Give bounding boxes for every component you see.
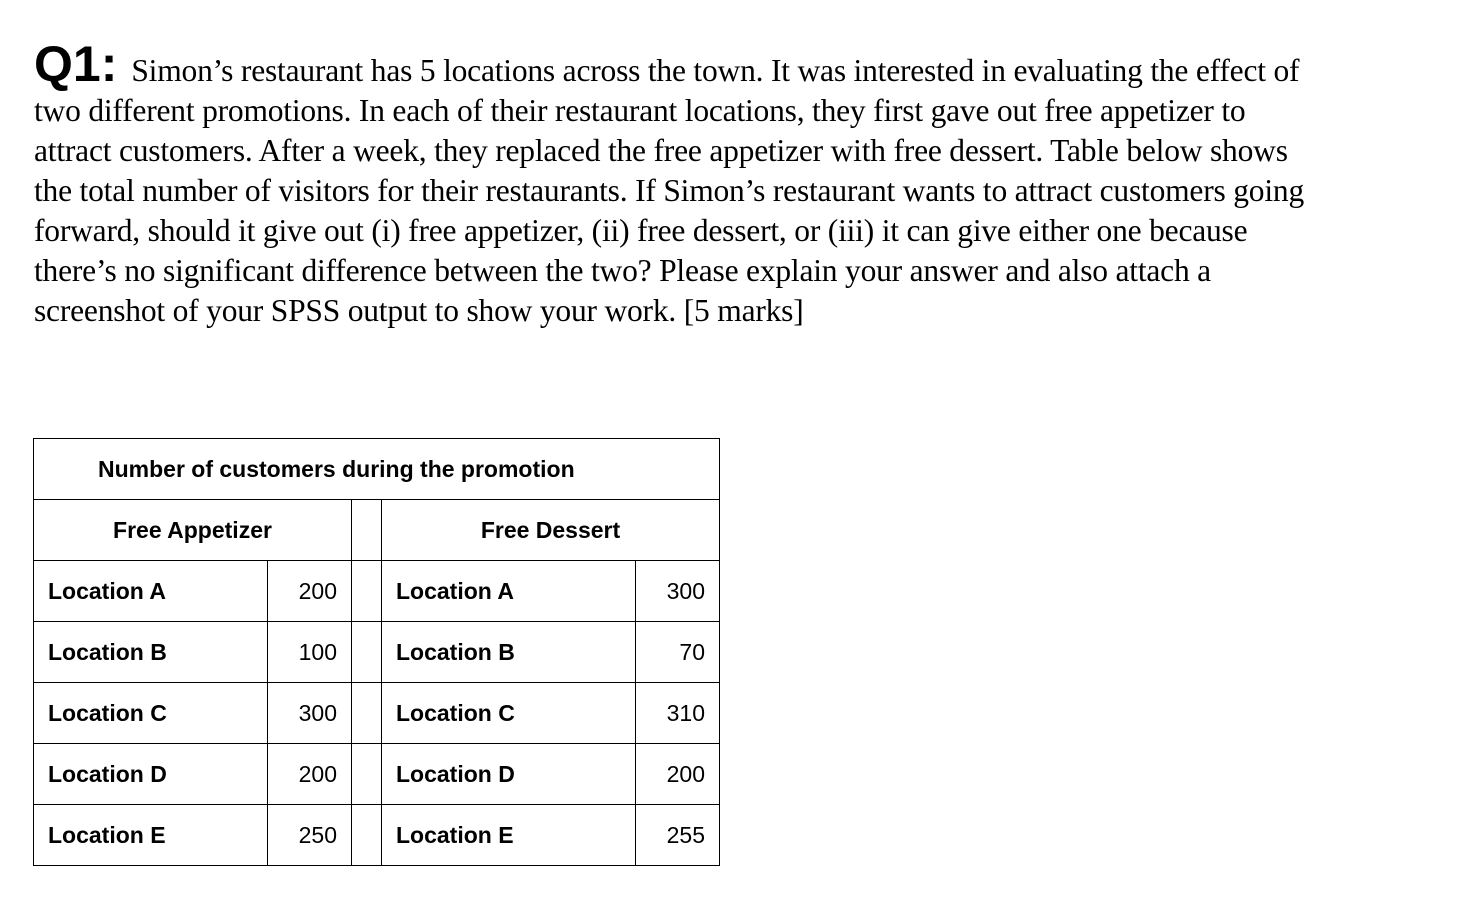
dessert-count: 310: [636, 683, 720, 744]
appetizer-location: Location D: [34, 744, 268, 805]
appetizer-count: 200: [268, 744, 352, 805]
separator-cell: [352, 805, 382, 866]
appetizer-count: 200: [268, 561, 352, 622]
appetizer-location: Location B: [34, 622, 268, 683]
table-row: [34, 561, 720, 622]
table-row: [34, 683, 720, 744]
appetizer-location: Location E: [34, 805, 268, 866]
table-row: [34, 805, 720, 866]
appetizer-header: Free Appetizer: [34, 500, 352, 561]
separator-cell: [352, 622, 382, 683]
appetizer-count: 300: [268, 683, 352, 744]
table-title: Number of customers during the promotion: [34, 439, 720, 500]
separator-cell: [352, 683, 382, 744]
table-row: [34, 744, 720, 805]
question-line-7: screenshot of your SPSS output to show your work. [5 marks]: [34, 293, 804, 328]
dessert-location: Location C: [382, 683, 636, 744]
dessert-count: 300: [636, 561, 720, 622]
separator-cell: [352, 500, 382, 561]
question-line-1: [34, 36, 1419, 92]
question-label: Q1:: [34, 36, 118, 92]
dessert-count: 200: [636, 744, 720, 805]
separator-cell: [352, 744, 382, 805]
customer-count-table: [33, 438, 720, 866]
dessert-location: Location D: [382, 744, 636, 805]
question-line-5: forward, should it give out (i) free appetizer, (ii) free dessert, or (iii) it can give either one because: [34, 213, 1248, 248]
appetizer-location: Location A: [34, 561, 268, 622]
dessert-count: 70: [636, 622, 720, 683]
appetizer-count: 100: [268, 622, 352, 683]
dessert-location: Location A: [382, 561, 636, 622]
table-header-row: [34, 500, 720, 561]
question-line-6: there’s no significant difference between the two? Please explain your answer and also attach a: [34, 253, 1211, 288]
table-title-row: [34, 439, 720, 500]
question-line-text: Simon’s restaurant has 5 locations across the town. It was interested in evaluating the effect of: [131, 53, 1300, 88]
table-row: [34, 622, 720, 683]
question-text: [34, 36, 1419, 331]
question-line-4: the total number of visitors for their restaurants. If Simon’s restaurant wants to attract customers going: [34, 173, 1304, 208]
dessert-header: Free Dessert: [382, 500, 720, 561]
dessert-location: Location E: [382, 805, 636, 866]
question-line-3: attract customers. After a week, they replaced the free appetizer with free dessert. Table below shows: [34, 133, 1288, 168]
dessert-location: Location B: [382, 622, 636, 683]
separator-cell: [352, 561, 382, 622]
appetizer-location: Location C: [34, 683, 268, 744]
dessert-count: 255: [636, 805, 720, 866]
question-line-2: two different promotions. In each of their restaurant locations, they first gave out free appetizer to: [34, 93, 1246, 128]
appetizer-count: 250: [268, 805, 352, 866]
